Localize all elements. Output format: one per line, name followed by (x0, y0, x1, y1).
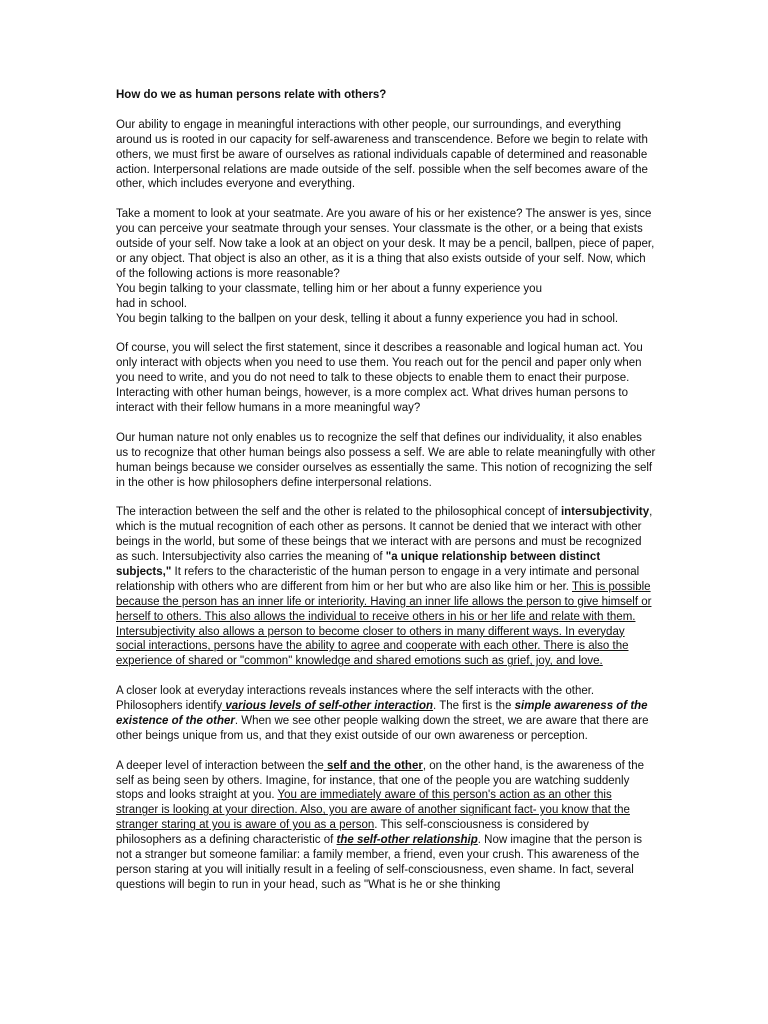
paragraph-5 (116, 505, 656, 669)
p7-text-d: . Now imagine that the person is not a stranger but someone familiar: a family member, a friend, even your crush. This awareness of the person staring at you will initially result in a feeling of self-consciousness, even shame. In fact, several questions will begin to run in your head, such as "What is he or she thinking (116, 834, 643, 891)
p7-text-c: . This self-consciousness is considered by philosophers as a defining characteristic of (116, 819, 589, 847)
p6-text-a: A closer look at everyday interactions reveals instances where the self interacts with the other. Philosophers identify (116, 685, 595, 713)
document-page (116, 88, 656, 908)
p7-text-a: A deeper level of interaction between the (116, 759, 324, 772)
paragraph-6 (116, 684, 656, 744)
paragraph-7 (116, 759, 656, 893)
p7-underlined: You are immediately aware of this person's action as an other this stranger is looking at your direction. Also, you are aware of another significant fact- you know that the stranger staring at you is aware of you as a person (116, 789, 630, 832)
p5-text-b: , which is the mutual recognition of each other as persons. It cannot be denied that we interact with other beings in the world, but some of these beings that we interact with are persons and must be recognized as such. Intersubjectivity also carries the meaning of (116, 506, 653, 564)
paragraph-3: Of course, you will select the first statement, since it describes a reasonable and logical human act. You only interact with objects when you need to use them. You reach out for the pencil and paper only when you need to write, and you do not need to talk to these objects to enable them to enact their purpose. Interacting with other human beings, however, is a more complex act. What drives human persons to interact with their fellow humans in a more meaningful way? (116, 342, 643, 414)
paragraph-4: Our human nature not only enables us to recognize the self that defines our individuality, it also enables us to recognize that other human beings also possess a self. We are able to relate meaningfully with other human beings because we consider ourselves as essentially the same. This notion of recognizing the self in the other is how philosophers define interpersonal relations. (116, 431, 656, 489)
term-intersubjectivity: intersubjectivity (560, 506, 650, 519)
option-2: You begin talking to the ballpen on your desk, telling it about a funny experience you had in school. (116, 312, 619, 325)
paragraph-2-text: Take a moment to look at your seatmate. Are you aware of his or her existence? The answer is yes, since you can perceive your seatmate through your senses. Your classmate is the other, or a being that exists outside of your self. Now take a look at an object on your desk. It may be a pencil, ballpen, piece of paper, or any object. That object is also an other, as it is a thing that also exists outside of your self. Now, which of the following actions is more reasonable? (116, 208, 655, 280)
page-title: How do we as human persons relate with others? (116, 89, 387, 101)
self-and-other: self and the other (323, 759, 423, 772)
p5-text-a: The interaction between the self and the other is related to the philosophical concept of (116, 506, 561, 519)
option-1-line-b: had in school. (116, 297, 187, 310)
p6-text-b: . The first is the (433, 700, 515, 713)
levels-of-interaction: various levels of self-other interaction (222, 700, 434, 713)
simple-awareness: simple awareness of the existence of the other (116, 700, 648, 727)
p5-underlined: This is possible because the person has an inner life or interiority. Having an inner life allows the person to give himself or herself to others. This also allows the individual to receive others in his or her life and relate with them. Intersubjectivity also allows a person to become closer to others in many different ways. In everyday social interactions, persons have the ability to agree and cooperate with each other. There is also the experience of shared or "common" knowledge and shared emotions such as grief, joy, and love. (116, 580, 652, 668)
paragraph-2 (116, 207, 656, 326)
p6-text-c: . When we see other people walking down the street, we are aware that there are other beings unique from us, and that they exist outside of our own awareness or perception. (116, 714, 649, 742)
p5-text-c: It refers to the characteristic of the human person to engage in a very intimate and personal relationship with others who are different from him or her but who are also like him or her. (116, 565, 640, 593)
option-1-line-a: You begin talking to your classmate, telling him or her about a funny experience you (116, 282, 542, 295)
self-other-relationship: the self-other relationship (336, 834, 478, 847)
paragraph-1: Our ability to engage in meaningful interactions with other people, our surroundings, and everything around us is rooted in our capacity for self-awareness and transcendence. Before we begin to relate with others, we must first be aware of ourselves as rational individuals capable of determined and reasonable action. Interpersonal relations are made outside of the self. possible when the self becomes aware of the other, which includes everyone and everything. (116, 118, 648, 191)
quote-unique-relationship: "a unique relationship between distinct subjects," (116, 551, 601, 578)
p7-text-b: , on the other hand, is the awareness of the self as being seen by others. Imagine, for instance, that one of the people you are watching suddenly stops and looks straight at you. (116, 759, 645, 802)
